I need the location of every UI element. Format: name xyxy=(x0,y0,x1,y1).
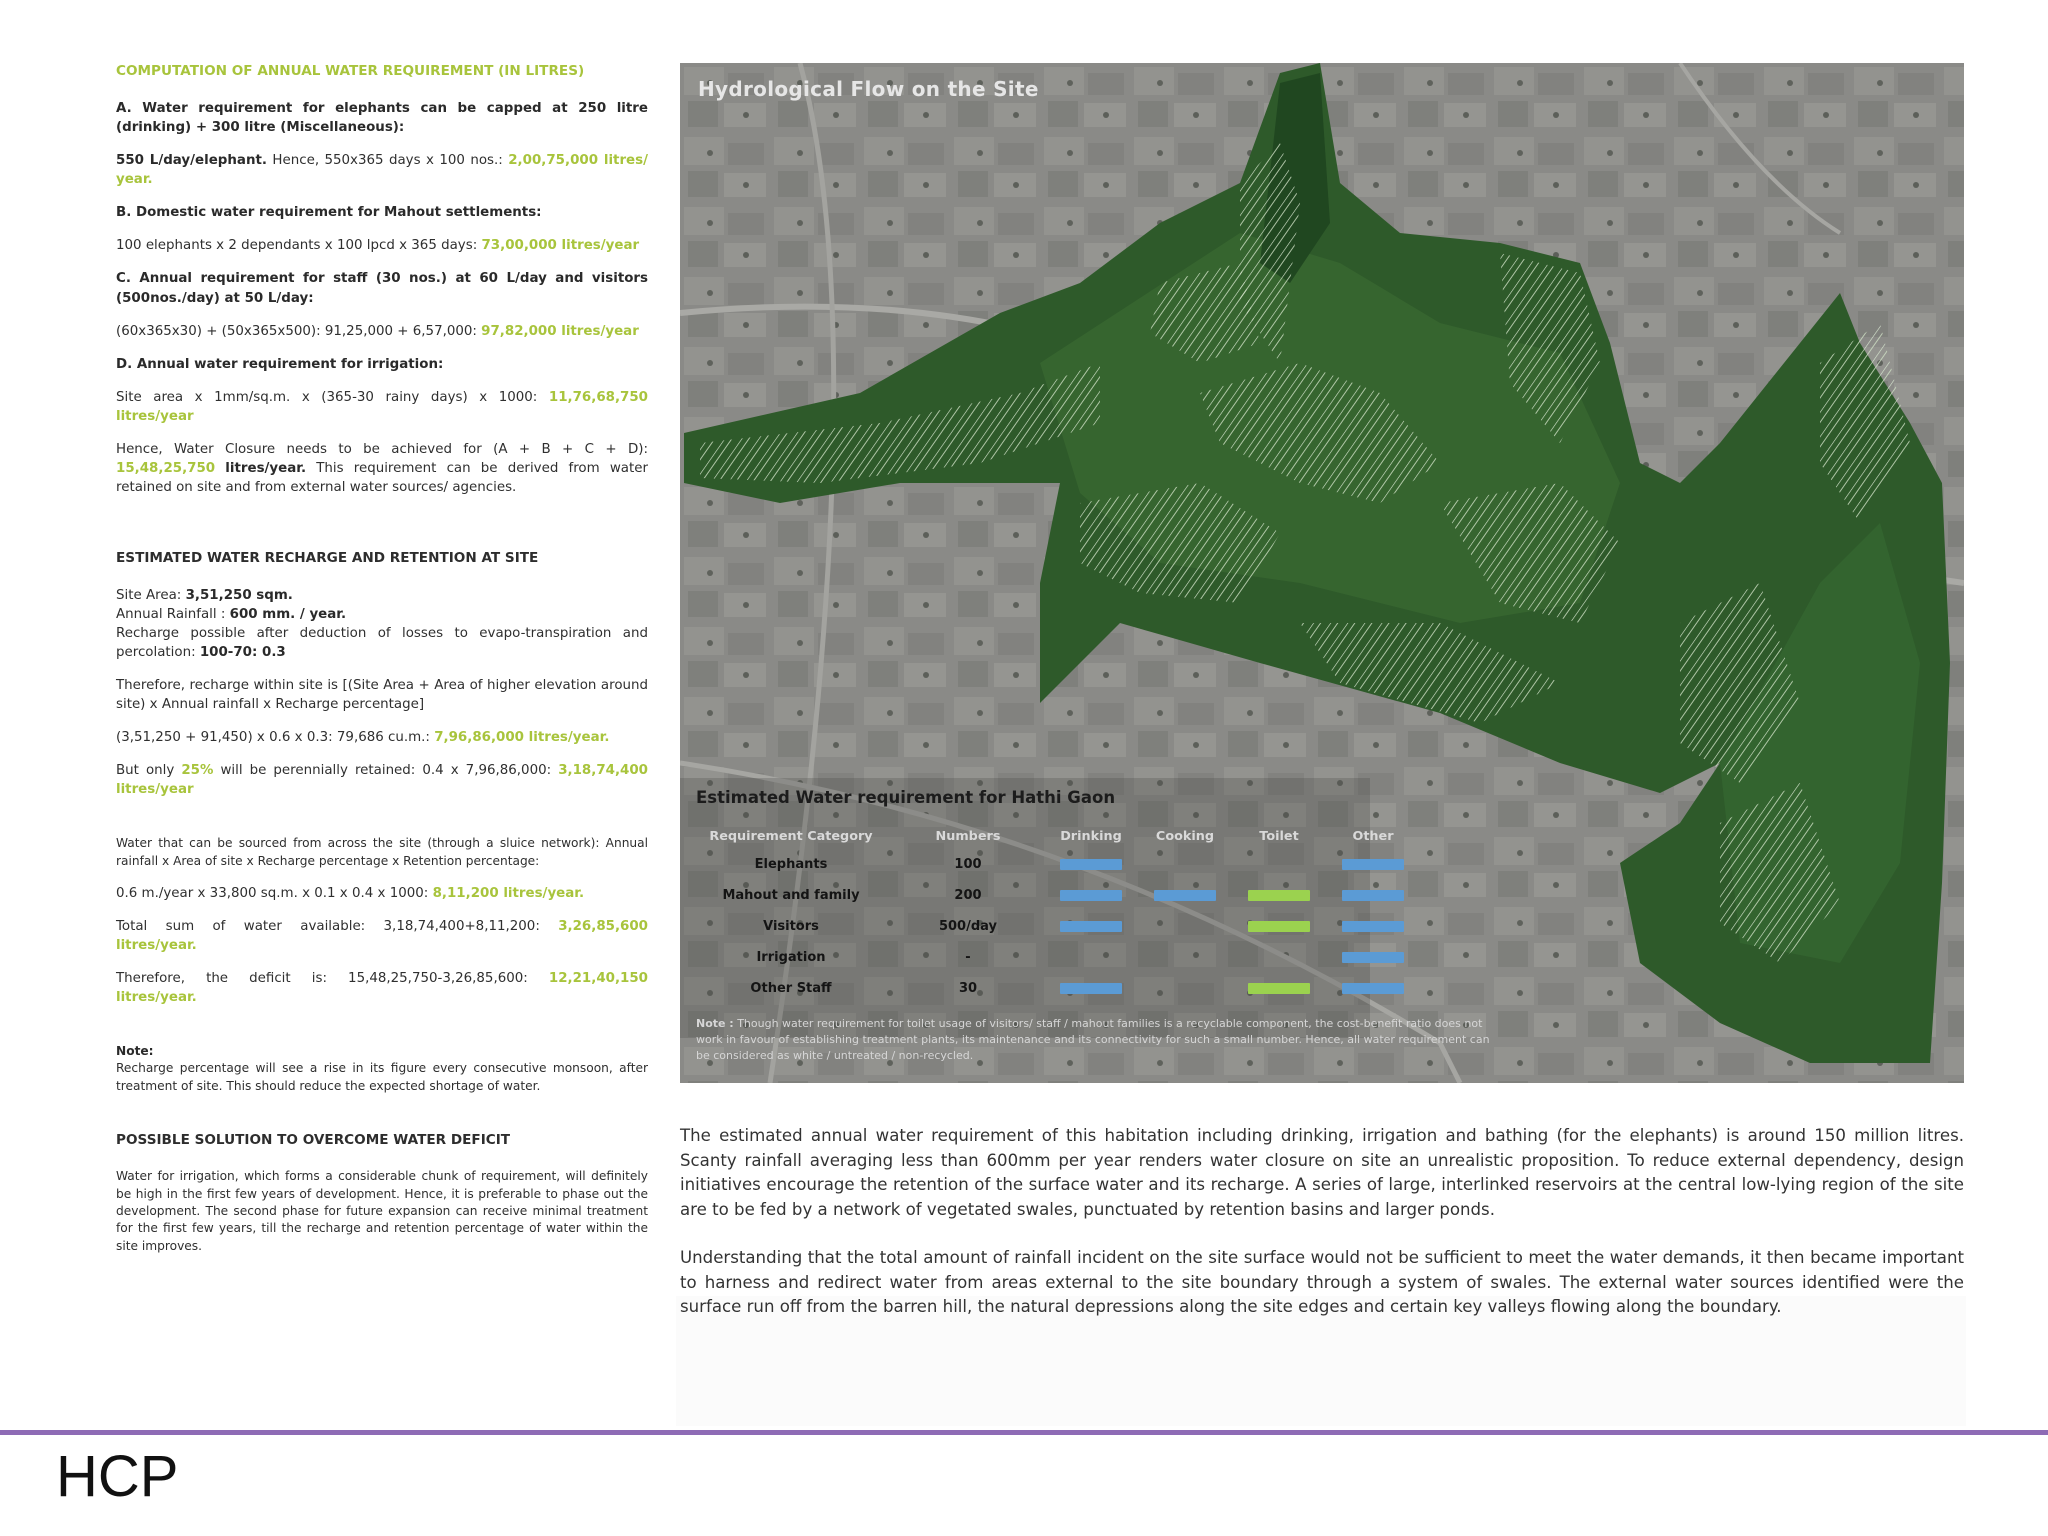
category-cell: Other Staff xyxy=(750,981,832,996)
category-cell: Elephants xyxy=(754,857,828,872)
req-d-calc: Site area x 1mm/sq.m. x (365-30 rainy days) x 1000: 11,76,68,750 litres/year xyxy=(116,389,648,424)
recharge-calc: (3,51,250 + 91,450) x 0.6 x 0.3: 79,686 cu.m.: 7,96,86,000 litres/year. xyxy=(116,730,610,746)
usage-cell xyxy=(1044,973,1138,1004)
requirement-table-title: Estimated Water requirement for Hathi Gaon xyxy=(696,788,1116,807)
water-closure-total: Hence, Water Closure needs to be achieved for (A + B + C + D): 15,48,25,750 litres/year. This requirement can be derived from water retained on site and from external water sources/ agencies. xyxy=(116,441,648,495)
description-text xyxy=(680,1124,1964,1344)
usage-cell xyxy=(1232,973,1326,1004)
sluice-formula: Water that can be sourced from across the site (through a sluice network): Annual rainfall x Area of site x Recharge percentage x Retention percentage: xyxy=(116,836,648,868)
col-header: Drinking xyxy=(1060,828,1122,844)
footer-divider xyxy=(0,1430,2048,1435)
table-row xyxy=(690,942,1420,973)
usage-cell xyxy=(1232,942,1326,973)
usage-cell xyxy=(1326,880,1420,911)
usage-cell xyxy=(1044,880,1138,911)
usage-cell xyxy=(1138,849,1232,880)
usage-cell xyxy=(1326,942,1420,973)
req-a: A. Water requirement for elephants can be capped at 250 litre (drinking) + 300 litre (Miscellaneous): xyxy=(116,101,648,136)
green-usage-bar xyxy=(1248,890,1310,901)
col-header: Other xyxy=(1352,828,1394,844)
usage-cell xyxy=(1326,973,1420,1004)
blue-usage-bar xyxy=(1060,983,1122,994)
blue-usage-bar xyxy=(1342,859,1404,870)
blue-usage-bar xyxy=(1060,921,1122,932)
map-title: Hydrological Flow on the Site xyxy=(698,77,1039,101)
recharge-formula: Therefore, recharge within site is [(Site Area + Area of higher elevation around site) x Annual rainfall x Recharge percentage] xyxy=(116,678,648,713)
usage-cell xyxy=(1232,880,1326,911)
req-c-calc: (60x365x30) + (50x365x500): 91,25,000 + 6,57,000: 97,82,000 litres/year xyxy=(116,323,639,339)
map-note: Note : Though water requirement for toilet usage of visitors/ staff / mahout families is a recyclable component, the cost-benefit ratio does not work in favour of establishing treatment plants, its maintenance and its connectivity for such a small number. Hence, all water requirement can be considered as white / untreated / non-recycled. xyxy=(696,1017,1490,1062)
recharge-heading: ESTIMATED WATER RECHARGE AND RETENTION AT SITE xyxy=(116,549,539,566)
req-b-heading: B. Domestic water requirement for Mahout settlements: xyxy=(116,205,542,221)
blue-usage-bar xyxy=(1154,890,1216,901)
number-cell: 100 xyxy=(954,857,982,872)
col-header: Cooking xyxy=(1155,828,1215,844)
hydrological-map xyxy=(680,63,1964,1083)
sluice-calc: 0.6 m./year x 33,800 sq.m. x 0.1 x 0.4 x 1000: 8,11,200 litres/year. xyxy=(116,886,585,901)
usage-cell xyxy=(1138,942,1232,973)
total-available: Total sum of water available: 3,18,74,400+8,11,200: 3,26,85,600 litres/year. xyxy=(116,919,648,954)
number-cell: 30 xyxy=(958,981,978,996)
number-cell: 200 xyxy=(954,888,982,903)
col-header: Requirement Category xyxy=(709,828,873,844)
description-paragraph-2: Understanding that the total amount of rainfall incident on the site surface would not be sufficient to meet the water demands, it then became important to harness and redirect water from areas external to the site boundary through a system of swales. The external water sources identified were the surface run off from the barren hill, the natural depressions along the site edges and certain key valleys flowing along the boundary. xyxy=(680,1248,1964,1317)
number-cell: 500/day xyxy=(938,919,998,934)
retention-calc: But only 25% will be perennially retained: 0.4 x 7,96,86,000: 3,18,74,400 litres/year xyxy=(116,763,648,798)
usage-cell xyxy=(1326,849,1420,880)
req-a-calc: 550 L/day/elephant. Hence, 550x365 days x 100 nos.: 2,00,75,000 litres/ year. xyxy=(116,153,648,188)
usage-cell xyxy=(1232,849,1326,880)
usage-cell xyxy=(1138,880,1232,911)
req-b-calc: 100 elephants x 2 dependants x 100 lpcd x 365 days: 73,00,000 litres/year xyxy=(116,238,640,254)
blue-usage-bar xyxy=(1060,890,1122,901)
usage-cell xyxy=(1138,973,1232,1004)
recharge-note: Note: Recharge percentage will see a rise in its figure every consecutive monsoon, after treatment of site. This should reduce the expected shortage of water. xyxy=(116,1044,648,1093)
deficit: Therefore, the deficit is: 15,48,25,750-3,26,85,600: 12,21,40,150 litres/year. xyxy=(116,971,648,1006)
blue-usage-bar xyxy=(1342,890,1404,901)
blue-usage-bar xyxy=(1060,859,1122,870)
number-cell: - xyxy=(965,950,971,965)
requirement-table xyxy=(690,823,1420,1004)
green-usage-bar xyxy=(1248,983,1310,994)
table-row xyxy=(690,973,1420,1004)
category-cell: Mahout and family xyxy=(722,888,860,903)
computation-column xyxy=(116,62,648,1269)
blue-usage-bar xyxy=(1342,921,1404,932)
blue-usage-bar xyxy=(1342,952,1404,963)
req-c: C. Annual requirement for staff (30 nos.) at 60 L/day and visitors (500nos./day) at 50 L/day: xyxy=(116,271,648,306)
green-usage-bar xyxy=(1248,921,1310,932)
usage-cell xyxy=(1326,911,1420,942)
blue-usage-bar xyxy=(1342,983,1404,994)
table-header-row xyxy=(690,823,1420,849)
req-d-heading: D. Annual water requirement for irrigation: xyxy=(116,356,444,372)
description-paragraph-1: The estimated annual water requirement of this habitation including drinking, irrigation and bathing (for the elephants) is around 150 million litres. Scanty rainfall averaging less than 600mm per year renders water closure on site an unrealistic proposition. To reduce external dependency, design initiatives encourage the retention of the surface water and its recharge. A series of large, interlinked reservoirs at the central low-lying region of the site are to be fed by a network of vegetated swales, punctuated by retention basins and larger ponds. xyxy=(680,1126,1964,1219)
col-header: Numbers xyxy=(935,828,1001,844)
usage-cell xyxy=(1044,942,1138,973)
category-cell: Irrigation xyxy=(756,950,826,965)
table-row xyxy=(690,911,1420,942)
usage-cell xyxy=(1044,849,1138,880)
category-cell: Visitors xyxy=(763,919,819,934)
computation-heading: COMPUTATION OF ANNUAL WATER REQUIREMENT (IN LITRES) xyxy=(116,63,585,79)
table-row xyxy=(690,849,1420,880)
col-header: Toilet xyxy=(1259,828,1299,844)
table-row xyxy=(690,880,1420,911)
solution-text: Water for irrigation, which forms a considerable chunk of requirement, will definitely be high in the first few years of development. Hence, it is preferable to phase out the development. The second phase for future expansion can receive minimal treatment for the first few years, till the recharge and retention percentage of water within the site improves. xyxy=(116,1169,648,1253)
footer-label: HCP xyxy=(56,1444,179,1509)
usage-cell xyxy=(1138,911,1232,942)
usage-cell xyxy=(1232,911,1326,942)
site-params: Site Area: 3,51,250 sqm. Annual Rainfall : 600 mm. / year. Recharge possible after deduction of losses to evapo-transpiration and percolation: 100-70: 0.3 xyxy=(116,588,648,661)
solution-heading: POSSIBLE SOLUTION TO OVERCOME WATER DEFICIT xyxy=(116,1132,511,1149)
usage-cell xyxy=(1044,911,1138,942)
